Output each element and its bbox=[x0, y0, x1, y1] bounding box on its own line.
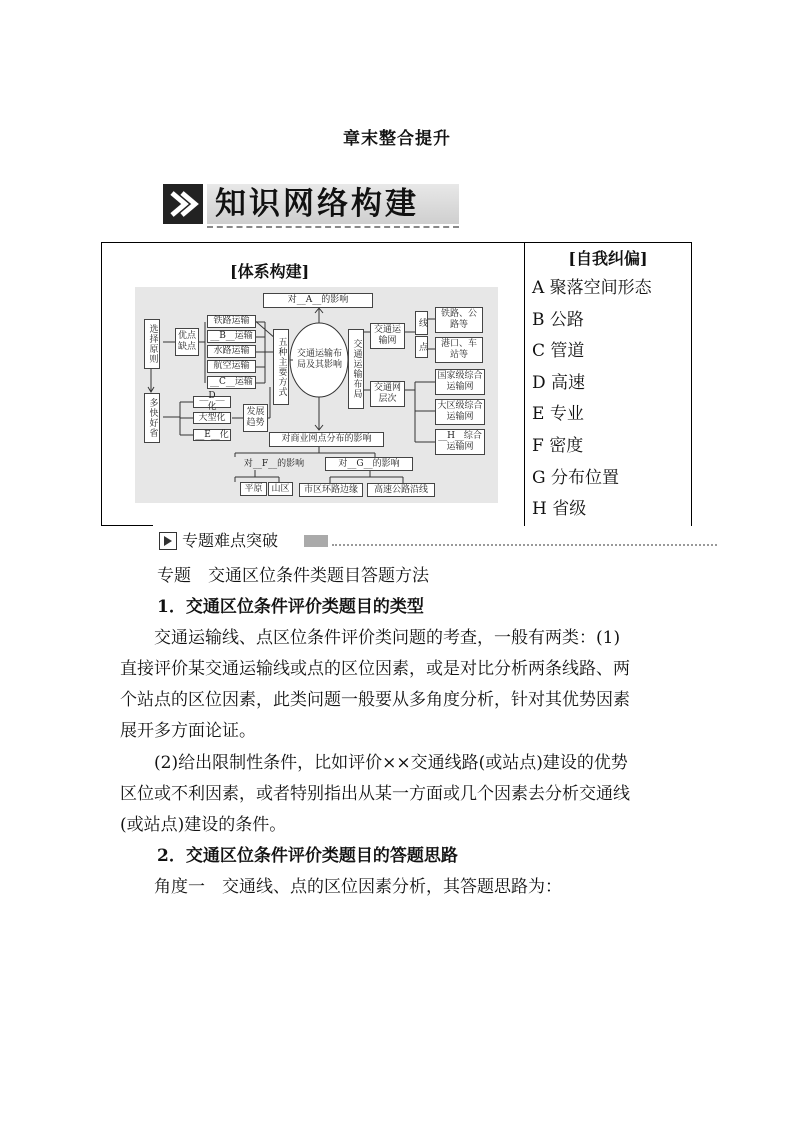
goal-box: 多快好省 bbox=[144, 393, 160, 443]
pros-cons-box: 优点缺点 bbox=[175, 328, 199, 356]
topic-heading: 专题 交通区位条件类题目答题方法 bbox=[157, 566, 429, 586]
answer-item: A 聚落空间形态 bbox=[532, 278, 652, 298]
play-arrow-icon bbox=[159, 532, 177, 550]
line-box: 线 bbox=[415, 311, 428, 335]
five-modes-box: 五种主要方式 bbox=[273, 329, 289, 405]
frame-divider bbox=[524, 242, 525, 526]
regional-network-box: 大区级综合运输网 bbox=[435, 399, 485, 425]
network-level-box: 交通网层次 bbox=[370, 381, 405, 407]
banner-title: 知识网络构建 bbox=[215, 186, 419, 222]
answer-item: B 公路 bbox=[532, 309, 584, 330]
point-box: 点 bbox=[415, 336, 428, 358]
section-header-bar bbox=[304, 535, 328, 547]
angle-line: 角度一 交通线、点的区位因素分析，其答题思路为： bbox=[120, 877, 562, 897]
trend-item-box: 大型化 bbox=[193, 412, 231, 424]
paragraph-line: 个站点的区位因素，此类问题一般要从多角度分析，针对其优势因素 bbox=[120, 690, 630, 710]
network-box: 交通运输网 bbox=[370, 323, 405, 349]
plain-box: 平原 bbox=[240, 482, 267, 496]
paragraph-line: 展开多方面论证。 bbox=[120, 721, 256, 741]
section-banner bbox=[163, 180, 463, 230]
answer-item: F 密度 bbox=[532, 435, 584, 456]
answer-item: H 省级 bbox=[532, 499, 587, 520]
rail-road-box: 铁路、公路等 bbox=[435, 307, 483, 333]
framework-label: [体系构建] bbox=[230, 262, 310, 281]
answer-item: E 专业 bbox=[532, 404, 584, 425]
trend-box: 发展趋势 bbox=[243, 404, 268, 432]
knowledge-diagram bbox=[135, 287, 498, 503]
paragraph-line: (或站点)建设的条件。 bbox=[120, 815, 287, 835]
mode-box: 铁路运输 bbox=[207, 315, 256, 328]
principle-box: 选择原则 bbox=[144, 319, 160, 369]
answer-item: C 管道 bbox=[532, 341, 585, 362]
paragraph-line: 交通运输线、点区位条件评价类问题的考查，一般有两类：(1) bbox=[120, 628, 621, 648]
center-topic: 交通运输布局及其影响 bbox=[296, 349, 342, 370]
paragraph-line: 区位或不利因素，或者特别指出从某一方面或几个因素去分析交通线 bbox=[120, 784, 630, 804]
section-header bbox=[157, 530, 717, 554]
frame-bottom-line bbox=[101, 525, 153, 526]
mode-box: 航空运输 bbox=[207, 360, 256, 373]
highway-box: 高速公路沿线 bbox=[367, 483, 435, 497]
mode-box: __B__运输 bbox=[207, 330, 256, 343]
port-station-box: 港口、车站等 bbox=[435, 337, 483, 363]
answer-item: G 分布位置 bbox=[532, 467, 619, 488]
provincial-network-box: __H__综合运输网 bbox=[435, 429, 485, 455]
g-impact-box: 对__G__的影响 bbox=[325, 457, 413, 471]
heading-2: 2．交通区位条件评价类题目的答题思路 bbox=[157, 846, 458, 866]
national-network-box: 国家级综合运输网 bbox=[435, 369, 485, 395]
banner-divider bbox=[207, 226, 459, 228]
paragraph-line: 直接评价某交通运输线或点的区位因素，或是对比分析两条线路、两 bbox=[120, 659, 630, 679]
paragraph-line: (2)给出限制性条件，比如评价××交通线路(或站点)建设的优势 bbox=[120, 753, 628, 773]
trend-item-box: __E__化 bbox=[193, 429, 231, 441]
chapter-title: 章末整合提升 bbox=[343, 129, 451, 149]
section-title: 专题难点突破 bbox=[182, 531, 279, 550]
mode-box: 水路运输 bbox=[207, 345, 256, 358]
mountain-box: 山区 bbox=[268, 482, 293, 496]
section-header-dots bbox=[332, 544, 717, 546]
commerce-impact-box: 对商业网点分布的影响 bbox=[269, 432, 384, 447]
f-impact-box: 对__F__的影响 bbox=[243, 458, 305, 469]
answer-item: D 高速 bbox=[532, 372, 586, 393]
ring-road-box: 市区环路边缘 bbox=[299, 483, 363, 497]
mode-box: __C__运输 bbox=[207, 376, 256, 389]
top-impact-box: 对__A__的影响 bbox=[263, 293, 373, 308]
answer-list bbox=[532, 273, 652, 526]
heading-1: 1．交通区位条件评价类题目的类型 bbox=[157, 597, 424, 617]
trend-item-box: __D__化 bbox=[193, 396, 231, 408]
double-chevron-right-icon bbox=[163, 184, 203, 224]
self-correction-title: [自我纠偏] bbox=[568, 249, 648, 268]
layout-box: 交通运输布局 bbox=[348, 329, 364, 409]
